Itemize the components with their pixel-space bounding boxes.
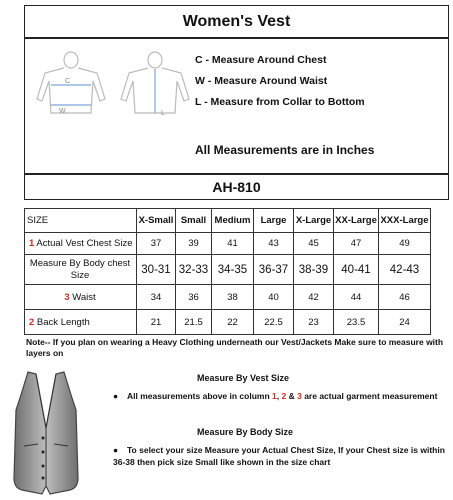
table-row-waist bbox=[25, 285, 431, 310]
legend-length: L - Measure from Collar to Bottom bbox=[195, 96, 365, 108]
table-cell: 40 bbox=[254, 285, 294, 310]
body-text: To select your size Measure your Actual Chest Size, If your Chest size is within 36-38 then pick size Small like shown in the size chart bbox=[113, 445, 445, 467]
table-cell: 43 bbox=[254, 233, 294, 255]
table-cell: 34-35 bbox=[212, 255, 254, 285]
size-header: XX-Large bbox=[334, 209, 379, 233]
table-cell: 21.5 bbox=[176, 310, 212, 335]
table-cell: 21 bbox=[137, 310, 176, 335]
table-cell: 45 bbox=[294, 233, 334, 255]
legend-waist: W - Measure Around Waist bbox=[195, 75, 328, 87]
table-cell: 36 bbox=[176, 285, 212, 310]
bullet-icon: ● bbox=[113, 445, 119, 455]
row-label bbox=[25, 233, 137, 255]
row-label-text: Waist bbox=[69, 291, 96, 303]
row-label bbox=[25, 310, 137, 335]
column-ref-3: 3 bbox=[297, 391, 302, 401]
measurement-legend bbox=[24, 38, 449, 174]
table-cell: 38-39 bbox=[294, 255, 334, 285]
table-cell: 22 bbox=[212, 310, 254, 335]
table-cell: 44 bbox=[334, 285, 379, 310]
separator: & bbox=[286, 391, 298, 401]
size-header: X-Small bbox=[137, 209, 176, 233]
row-label-text: Actual Vest Chest Size bbox=[34, 238, 133, 249]
size-header: Large bbox=[254, 209, 294, 233]
row-label bbox=[25, 285, 137, 310]
table-row-body-chest bbox=[25, 255, 431, 285]
body-size-title: Measure By Body Size bbox=[197, 427, 294, 437]
table-cell: 23 bbox=[294, 310, 334, 335]
table-row-chest bbox=[25, 233, 431, 255]
row-label: Measure By Body chest Size bbox=[25, 255, 137, 285]
size-chart-table bbox=[24, 208, 431, 335]
vest-size-text bbox=[113, 390, 443, 402]
table-cell: 49 bbox=[379, 233, 431, 255]
back-body-figure bbox=[115, 51, 195, 121]
size-header: Medium bbox=[212, 209, 254, 233]
table-cell: 23.5 bbox=[334, 310, 379, 335]
row-label-text: Back Length bbox=[34, 316, 90, 328]
bullet-icon: ● bbox=[113, 391, 119, 401]
legend-chest: C - Measure Around Chest bbox=[195, 54, 327, 66]
product-code-box bbox=[24, 174, 449, 200]
table-cell: 39 bbox=[176, 233, 212, 255]
table-cell: 47 bbox=[334, 233, 379, 255]
table-cell: 37 bbox=[137, 233, 176, 255]
vest-text-part: All measurements above in column bbox=[127, 391, 273, 401]
waist-letter: W bbox=[59, 108, 66, 115]
chest-letter: C bbox=[65, 78, 71, 85]
column-ref-1: 1 bbox=[272, 391, 277, 401]
size-header: X-Large bbox=[294, 209, 334, 233]
length-letter: L bbox=[161, 110, 165, 117]
product-code: AH-810 bbox=[212, 179, 261, 195]
table-cell: 30-31 bbox=[137, 255, 176, 285]
table-cell: 22.5 bbox=[254, 310, 294, 335]
table-cell: 42 bbox=[294, 285, 334, 310]
column-number: 1 bbox=[29, 238, 35, 249]
column-number: 3 bbox=[64, 291, 70, 303]
table-cell: 46 bbox=[379, 285, 431, 310]
table-cell: 32-33 bbox=[176, 255, 212, 285]
table-cell: 24 bbox=[379, 310, 431, 335]
front-body-figure bbox=[31, 51, 111, 121]
body-size-text bbox=[113, 444, 448, 468]
column-ref-2: 2 bbox=[281, 391, 287, 401]
table-cell: 40-41 bbox=[334, 255, 379, 285]
size-header-label: SIZE bbox=[25, 209, 137, 233]
vest-text-part: are actual garment measurement bbox=[301, 391, 438, 401]
size-header: XXX-Large bbox=[379, 209, 431, 233]
table-row-back-length bbox=[25, 310, 431, 335]
table-cell: 41 bbox=[212, 233, 254, 255]
layering-note: Note-- If you plan on wearing a Heavy Clothing underneath our Vest/Jackets Make sure to measure with layers on bbox=[26, 337, 444, 358]
table-cell: 36-37 bbox=[254, 255, 294, 285]
table-cell: 34 bbox=[137, 285, 176, 310]
page-title: Women's Vest bbox=[182, 12, 291, 30]
table-cell: 42-43 bbox=[379, 255, 431, 285]
separator: , bbox=[276, 391, 282, 401]
column-number: 2 bbox=[29, 316, 35, 328]
vest-size-title: Measure By Vest Size bbox=[197, 373, 290, 383]
inches-note: All Measurements are in Inches bbox=[195, 143, 375, 157]
size-header-row bbox=[25, 209, 431, 233]
table-cell: 38 bbox=[212, 285, 254, 310]
title-box bbox=[24, 5, 449, 38]
vest-illustration bbox=[6, 368, 86, 496]
size-header: Small bbox=[176, 209, 212, 233]
